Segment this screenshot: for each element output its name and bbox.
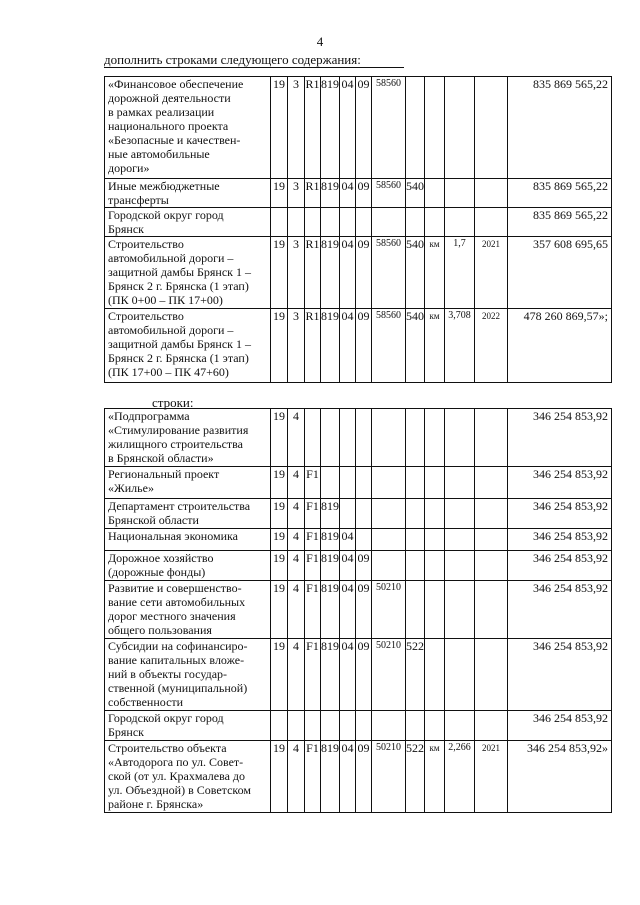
code-gr: 819	[321, 639, 340, 711]
code-program: 19	[271, 581, 288, 639]
code-subprogram: 3	[288, 179, 305, 208]
table-row	[105, 741, 612, 813]
code-year	[475, 208, 508, 237]
amount: 346 254 853,92	[508, 529, 612, 551]
code-program	[271, 711, 288, 741]
table-rows-replaced	[104, 408, 612, 813]
code-project: R1	[305, 309, 321, 383]
code-expense-type: 522	[406, 741, 425, 813]
code-unit	[425, 467, 445, 499]
code-expense-type	[406, 467, 425, 499]
code-project: F1	[305, 499, 321, 529]
code-section: 04	[340, 237, 356, 309]
table-row	[105, 208, 612, 237]
code-unit	[425, 529, 445, 551]
code-year	[475, 409, 508, 467]
row-name: Городской округ город Брянск	[105, 208, 271, 237]
code-program: 19	[271, 529, 288, 551]
code-section	[340, 499, 356, 529]
code-direction: 58560	[372, 77, 406, 179]
code-gr: 819	[321, 741, 340, 813]
code-section: 04	[340, 551, 356, 581]
row-name: «Финансовое обеспечение дорожной деятельности в рамках реализации национального проекта «Безопасные и качествен- ные автомобильные дороги»	[105, 77, 271, 179]
table-row	[105, 237, 612, 309]
code-direction: 58560	[372, 309, 406, 383]
code-gr	[321, 711, 340, 741]
row-name: Иные межбюджетные трансферты	[105, 179, 271, 208]
code-subsection: 09	[356, 741, 372, 813]
code-expense-type: 522	[406, 639, 425, 711]
code-expense-type	[406, 551, 425, 581]
code-subprogram: 4	[288, 741, 305, 813]
code-year: 2021	[475, 741, 508, 813]
table-row	[105, 581, 612, 639]
code-project: F1	[305, 741, 321, 813]
table-row	[105, 467, 612, 499]
code-gr	[321, 208, 340, 237]
table-row	[105, 551, 612, 581]
amount: 346 254 853,92	[508, 551, 612, 581]
amount: 346 254 853,92	[508, 499, 612, 529]
table-row	[105, 711, 612, 741]
code-gr: 819	[321, 499, 340, 529]
intro-text: дополнить строками следующего содержания:	[104, 52, 361, 67]
code-capacity	[445, 551, 475, 581]
code-unit: км	[425, 309, 445, 383]
code-subsection	[356, 529, 372, 551]
code-capacity	[445, 467, 475, 499]
code-expense-type	[406, 409, 425, 467]
code-section: 04	[340, 179, 356, 208]
code-subprogram: 4	[288, 409, 305, 467]
code-program: 19	[271, 499, 288, 529]
code-expense-type: 540	[406, 237, 425, 309]
amount: 346 254 853,92	[508, 639, 612, 711]
code-unit	[425, 499, 445, 529]
code-program: 19	[271, 309, 288, 383]
amount: 346 254 853,92	[508, 581, 612, 639]
code-program: 19	[271, 551, 288, 581]
code-subsection	[356, 208, 372, 237]
code-project: F1	[305, 639, 321, 711]
code-gr: 819	[321, 77, 340, 179]
code-gr: 819	[321, 309, 340, 383]
row-name: Национальная экономика	[105, 529, 271, 551]
code-program: 19	[271, 237, 288, 309]
code-capacity	[445, 711, 475, 741]
code-year	[475, 499, 508, 529]
code-direction: 58560	[372, 237, 406, 309]
code-section: 04	[340, 309, 356, 383]
code-unit	[425, 179, 445, 208]
code-year	[475, 529, 508, 551]
code-subsection	[356, 711, 372, 741]
code-program: 19	[271, 741, 288, 813]
code-direction: 58560	[372, 179, 406, 208]
amount: 835 869 565,22	[508, 179, 612, 208]
row-name: Строительство автомобильной дороги – защитной дамбы Брянск 1 – Брянск 2 г. Брянска (1 этап) (ПК 0+00 – ПК 17+00)	[105, 237, 271, 309]
code-subprogram: 4	[288, 467, 305, 499]
row-name: Дорожное хозяйство (дорожные фонды)	[105, 551, 271, 581]
code-year	[475, 179, 508, 208]
row-name: Строительство объекта «Автодорога по ул. Совет- ской (от ул. Крахмалева до ул. Объездной) в Советском районе г. Брянска»	[105, 741, 271, 813]
amount: 835 869 565,22	[508, 77, 612, 179]
code-unit	[425, 77, 445, 179]
code-direction: 50210	[372, 581, 406, 639]
code-direction: 50210	[372, 741, 406, 813]
row-name: Региональный проект «Жилье»	[105, 467, 271, 499]
code-subsection	[356, 499, 372, 529]
code-program: 19	[271, 77, 288, 179]
code-subsection: 09	[356, 551, 372, 581]
subheading: строки:	[152, 395, 194, 410]
code-unit: км	[425, 237, 445, 309]
code-gr	[321, 467, 340, 499]
row-name: Субсидии на софинансиро- вание капитальных вложе- ний в объекты государ- ственной (муниципальной) собственности	[105, 639, 271, 711]
divider	[104, 67, 404, 68]
code-year	[475, 77, 508, 179]
code-expense-type: 540	[406, 309, 425, 383]
code-year	[475, 581, 508, 639]
code-year: 2021	[475, 237, 508, 309]
table-additions	[104, 76, 612, 383]
code-direction	[372, 499, 406, 529]
table-row	[105, 77, 612, 179]
code-subsection	[356, 467, 372, 499]
code-expense-type	[406, 711, 425, 741]
code-year: 2022	[475, 309, 508, 383]
code-subsection	[356, 409, 372, 467]
code-project: F1	[305, 529, 321, 551]
code-capacity	[445, 581, 475, 639]
code-capacity: 3,708	[445, 309, 475, 383]
code-capacity	[445, 529, 475, 551]
code-project	[305, 409, 321, 467]
code-section: 04	[340, 639, 356, 711]
code-subprogram: 3	[288, 237, 305, 309]
code-program: 19	[271, 179, 288, 208]
code-section: 04	[340, 77, 356, 179]
amount: 346 254 853,92»	[508, 741, 612, 813]
code-subsection: 09	[356, 77, 372, 179]
code-project: F1	[305, 467, 321, 499]
code-capacity	[445, 639, 475, 711]
code-capacity	[445, 77, 475, 179]
code-unit	[425, 551, 445, 581]
code-year	[475, 711, 508, 741]
code-gr: 819	[321, 237, 340, 309]
code-project	[305, 208, 321, 237]
table-row	[105, 179, 612, 208]
code-expense-type	[406, 529, 425, 551]
row-name: Развитие и совершенство- вание сети автомобильных дорог местного значения общего пользования	[105, 581, 271, 639]
code-capacity	[445, 499, 475, 529]
amount: 478 260 869,57»;	[508, 309, 612, 383]
code-subprogram	[288, 711, 305, 741]
code-gr: 819	[321, 529, 340, 551]
table-row	[105, 529, 612, 551]
amount: 346 254 853,92	[508, 409, 612, 467]
code-direction	[372, 711, 406, 741]
code-gr: 819	[321, 581, 340, 639]
code-direction	[372, 409, 406, 467]
code-capacity: 2,266	[445, 741, 475, 813]
code-expense-type	[406, 208, 425, 237]
code-direction	[372, 467, 406, 499]
row-name: Городской округ город Брянск	[105, 711, 271, 741]
code-project	[305, 711, 321, 741]
code-subprogram: 4	[288, 639, 305, 711]
code-subprogram: 4	[288, 529, 305, 551]
row-name: Строительство автомобильной дороги – защитной дамбы Брянск 1 – Брянск 2 г. Брянска (1 этап) (ПК 17+00 – ПК 47+60)	[105, 309, 271, 383]
amount: 346 254 853,92	[508, 711, 612, 741]
code-expense-type	[406, 77, 425, 179]
code-subprogram: 3	[288, 77, 305, 179]
code-unit	[425, 711, 445, 741]
code-program	[271, 208, 288, 237]
code-expense-type	[406, 581, 425, 639]
code-subsection: 09	[356, 179, 372, 208]
page-number: 4	[316, 34, 324, 49]
code-unit	[425, 208, 445, 237]
code-capacity	[445, 179, 475, 208]
code-project: R1	[305, 77, 321, 179]
code-project: R1	[305, 237, 321, 309]
code-gr	[321, 409, 340, 467]
code-subprogram: 4	[288, 581, 305, 639]
code-section	[340, 409, 356, 467]
code-year	[475, 467, 508, 499]
code-section: 04	[340, 581, 356, 639]
code-section	[340, 711, 356, 741]
code-capacity	[445, 409, 475, 467]
amount: 346 254 853,92	[508, 467, 612, 499]
code-unit	[425, 409, 445, 467]
code-unit	[425, 639, 445, 711]
table-row	[105, 409, 612, 467]
code-subsection: 09	[356, 309, 372, 383]
code-program: 19	[271, 467, 288, 499]
code-expense-type	[406, 499, 425, 529]
code-direction	[372, 551, 406, 581]
row-name: «Подпрограмма «Стимулирование развития жилищного строительства в Брянской области»	[105, 409, 271, 467]
code-program: 19	[271, 639, 288, 711]
code-section: 04	[340, 529, 356, 551]
code-capacity: 1,7	[445, 237, 475, 309]
code-year	[475, 551, 508, 581]
code-subprogram	[288, 208, 305, 237]
code-direction	[372, 208, 406, 237]
table-row	[105, 309, 612, 383]
code-capacity	[445, 208, 475, 237]
table-row	[105, 499, 612, 529]
code-direction: 50210	[372, 639, 406, 711]
code-unit: км	[425, 741, 445, 813]
code-subsection: 09	[356, 237, 372, 309]
code-project: F1	[305, 581, 321, 639]
code-subprogram: 4	[288, 499, 305, 529]
code-expense-type: 540	[406, 179, 425, 208]
code-subprogram: 4	[288, 551, 305, 581]
code-gr: 819	[321, 551, 340, 581]
code-unit	[425, 581, 445, 639]
code-section	[340, 467, 356, 499]
code-project: F1	[305, 551, 321, 581]
code-subprogram: 3	[288, 309, 305, 383]
code-subsection: 09	[356, 581, 372, 639]
code-section: 04	[340, 741, 356, 813]
code-project: R1	[305, 179, 321, 208]
amount: 835 869 565,22	[508, 208, 612, 237]
code-year	[475, 639, 508, 711]
table-row	[105, 639, 612, 711]
code-direction	[372, 529, 406, 551]
code-gr: 819	[321, 179, 340, 208]
code-section	[340, 208, 356, 237]
code-program: 19	[271, 409, 288, 467]
row-name: Департамент строительства Брянской области	[105, 499, 271, 529]
code-subsection: 09	[356, 639, 372, 711]
amount: 357 608 695,65	[508, 237, 612, 309]
